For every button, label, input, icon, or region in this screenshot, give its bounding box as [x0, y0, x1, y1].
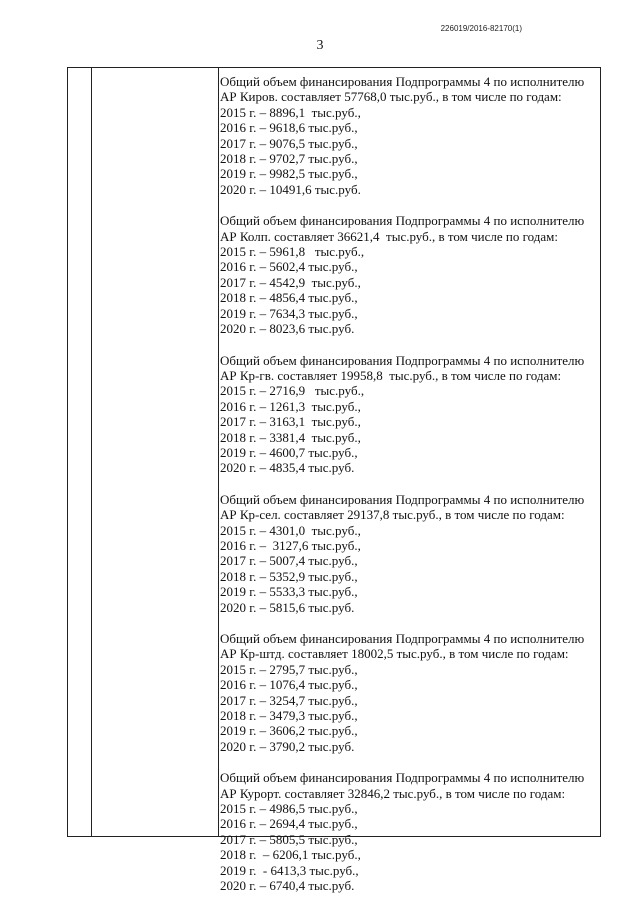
year-amount-line: 2016 г. – 1261,3 тыс.руб.,: [220, 398, 361, 414]
year-amount-line: 2020 г. – 3790,2 тыс.руб.: [220, 738, 355, 754]
funding-text-cell: [220, 74, 592, 910]
year-amount-line: 2015 г. – 5961,8 тыс.руб.,: [220, 244, 365, 260]
funding-block: [220, 631, 592, 754]
year-amount-line: 2015 г. – 8896,1 тыс.руб.,: [220, 104, 361, 120]
funding-summary-line: Общий объем финансирования Подпрограммы 4 по исполнителю: [220, 770, 585, 786]
year-amount-line: 2019 г. – 7634,3 тыс.руб.,: [220, 305, 358, 321]
year-amount-line: 2018 г. – 3381,4 тыс.руб.,: [220, 429, 361, 445]
funding-total-line: АР Курорт. составляет 32846,2 тыс.руб., в том числе по годам:: [220, 785, 566, 801]
funding-total-line: АР Кр-штд. составляет 18002,5 тыс.руб., в том числе по годам:: [220, 646, 569, 662]
year-amount-line: 2015 г. – 2795,7 тыс.руб.,: [220, 661, 358, 677]
year-amount-line: 2017 г. – 5007,4 тыс.руб.,: [220, 553, 358, 569]
year-amount-line: 2020 г. – 6740,4 тыс.руб.: [220, 878, 355, 894]
year-amount-line: 2015 г. – 4986,5 тыс.руб.,: [220, 801, 358, 817]
year-amount-line: 2020 г. – 8023,6 тыс.руб.: [220, 321, 355, 337]
year-amount-line: 2020 г. – 5815,6 тыс.руб.: [220, 599, 355, 615]
funding-total-line: АР Колп. составляет 36621,4 тыс.руб., в том числе по годам:: [220, 228, 558, 244]
year-amount-line: 2020 г. – 10491,6 тыс.руб.: [220, 181, 361, 197]
page-number: 3: [316, 38, 324, 53]
year-amount-line: 2017 г. – 4542,9 тыс.руб.,: [220, 274, 361, 290]
funding-summary-line: Общий объем финансирования Подпрограммы 4 по исполнителю: [220, 213, 585, 229]
column-divider: [218, 68, 219, 836]
year-amount-line: 2018 г. – 4856,4 тыс.руб.,: [220, 290, 358, 306]
funding-summary-line: Общий объем финансирования Подпрограммы 4 по исполнителю: [220, 74, 585, 89]
year-amount-line: 2017 г. – 9076,5 тыс.руб.,: [220, 135, 358, 151]
document-id: 226019/2016-82170(1): [440, 24, 522, 33]
year-amount-line: 2017 г. – 3163,1 тыс.руб.,: [220, 414, 361, 430]
year-amount-line: 2019 г. - 6413,3 тыс.руб.,: [220, 862, 359, 878]
year-amount-line: 2016 г. – 1076,4 тыс.руб.,: [220, 677, 358, 693]
funding-block: [220, 353, 592, 476]
year-amount-line: 2019 г. – 9982,5 тыс.руб.,: [220, 166, 358, 182]
year-amount-line: 2016 г. – 2694,4 тыс.руб.,: [220, 816, 358, 832]
funding-summary-line: Общий объем финансирования Подпрограммы 4 по исполнителю: [220, 352, 585, 368]
funding-total-line: АР Кр-сел. составляет 29137,8 тыс.руб., в том числе по годам:: [220, 507, 565, 523]
year-amount-line: 2015 г. – 2716,9 тыс.руб.,: [220, 383, 365, 399]
year-amount-line: 2016 г. – 5602,4 тыс.руб.,: [220, 259, 358, 275]
funding-table: [67, 67, 601, 894]
funding-total-line: АР Киров. составляет 57768,0 тыс.руб., в том числе по годам:: [220, 89, 562, 105]
funding-summary-line: Общий объем финансирования Подпрограммы 4 по исполнителю: [220, 631, 585, 646]
year-amount-line: 2016 г. – 9618,6 тыс.руб.,: [220, 120, 358, 136]
year-amount-line: 2016 г. – 3127,6 тыс.руб.,: [220, 537, 361, 553]
year-amount-line: 2018 г. – 9702,7 тыс.руб.,: [220, 151, 358, 167]
year-amount-line: 2017 г. – 3254,7 тыс.руб.,: [220, 692, 358, 708]
year-amount-line: 2018 г. – 3479,3 тыс.руб.,: [220, 708, 358, 724]
year-amount-line: 2017 г. – 5805,5 тыс.руб.,: [220, 831, 358, 847]
year-amount-line: 2019 г. – 4600,7 тыс.руб.,: [220, 444, 358, 460]
year-amount-line: 2015 г. – 4301,0 тыс.руб.,: [220, 522, 361, 538]
year-amount-line: 2018 г. – 5352,9 тыс.руб.,: [220, 568, 358, 584]
year-amount-line: 2018 г. – 6206,1 тыс.руб.,: [220, 847, 361, 863]
funding-total-line: АР Кр-гв. составляет 19958,8 тыс.руб., в том числе по годам:: [220, 367, 562, 383]
column-divider: [91, 68, 92, 836]
funding-block: [220, 213, 592, 336]
funding-block: [220, 492, 592, 615]
funding-summary-line: Общий объем финансирования Подпрограммы 4 по исполнителю: [220, 491, 585, 507]
year-amount-line: 2019 г. – 3606,2 тыс.руб.,: [220, 723, 358, 739]
funding-block: [220, 74, 592, 197]
year-amount-line: 2019 г. – 5533,3 тыс.руб.,: [220, 584, 358, 600]
funding-block: [220, 770, 592, 893]
year-amount-line: 2020 г. – 4835,4 тыс.руб.: [220, 460, 355, 476]
